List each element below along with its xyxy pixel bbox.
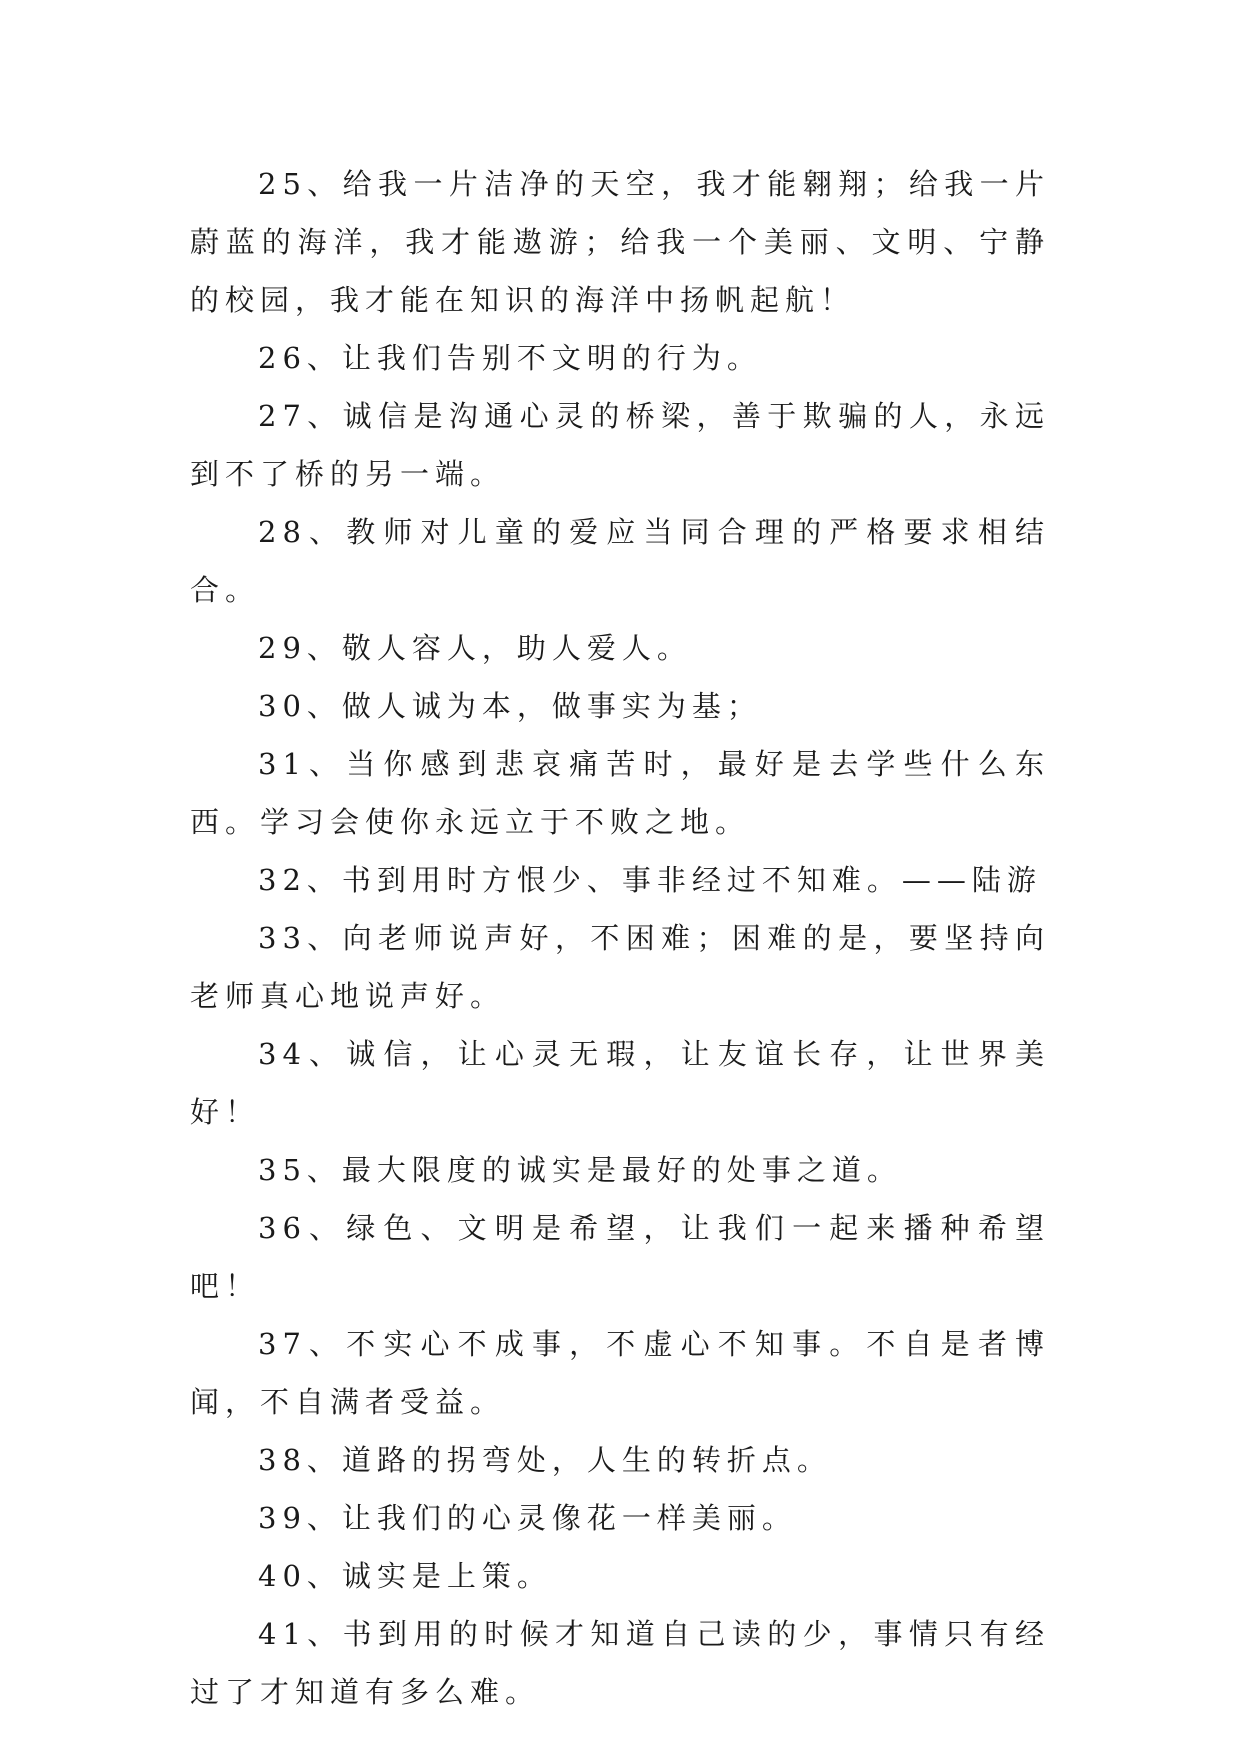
paragraph-31: 31、当你感到悲哀痛苦时，最好是去学些什么东西。学习会使你永远立于不败之地。: [190, 747, 1050, 839]
paragraph-37: 37、不实心不成事，不虚心不知事。不自是者博闻，不自满者受益。: [190, 1327, 1050, 1419]
paragraph-28: 28、教师对儿童的爱应当同合理的严格要求相结合。: [190, 515, 1050, 607]
paragraph-38: 38、道路的拐弯处，人生的转折点。: [258, 1443, 832, 1477]
document-body: [190, 155, 1050, 1721]
paragraph-25: 25、给我一片洁净的天空，我才能翱翔；给我一片蔚蓝的海洋，我才能遨游；给我一个美丽、文明、宁静的校园，我才能在知识的海洋中扬帆起航！: [190, 167, 1050, 317]
paragraph-40: 40、诚实是上策。: [258, 1559, 552, 1593]
paragraph-29: 29、敬人容人，助人爱人。: [258, 631, 692, 665]
paragraph-35: 35、最大限度的诚实是最好的处事之道。: [258, 1153, 902, 1187]
paragraph-27: 27、诚信是沟通心灵的桥梁，善于欺骗的人，永远到不了桥的另一端。: [190, 399, 1050, 491]
paragraph-33: 33、向老师说声好，不困难；困难的是，要坚持向老师真心地说声好。: [190, 921, 1050, 1013]
paragraph-41: 41、书到用的时候才知道自己读的少，事情只有经过了才知道有多么难。: [190, 1617, 1050, 1709]
paragraph-39: 39、让我们的心灵像花一样美丽。: [258, 1501, 797, 1535]
paragraph-34: 34、诚信，让心灵无瑕，让友谊长存，让世界美好！: [190, 1037, 1050, 1129]
paragraph-36: 36、绿色、文明是希望，让我们一起来播种希望吧！: [190, 1211, 1050, 1303]
paragraph-26: 26、让我们告别不文明的行为。: [258, 341, 762, 375]
paragraph-30: 30、做人诚为本，做事实为基；: [258, 689, 762, 723]
paragraph-32: 32、书到用时方恨少、事非经过不知难。——陆游: [258, 863, 1042, 897]
